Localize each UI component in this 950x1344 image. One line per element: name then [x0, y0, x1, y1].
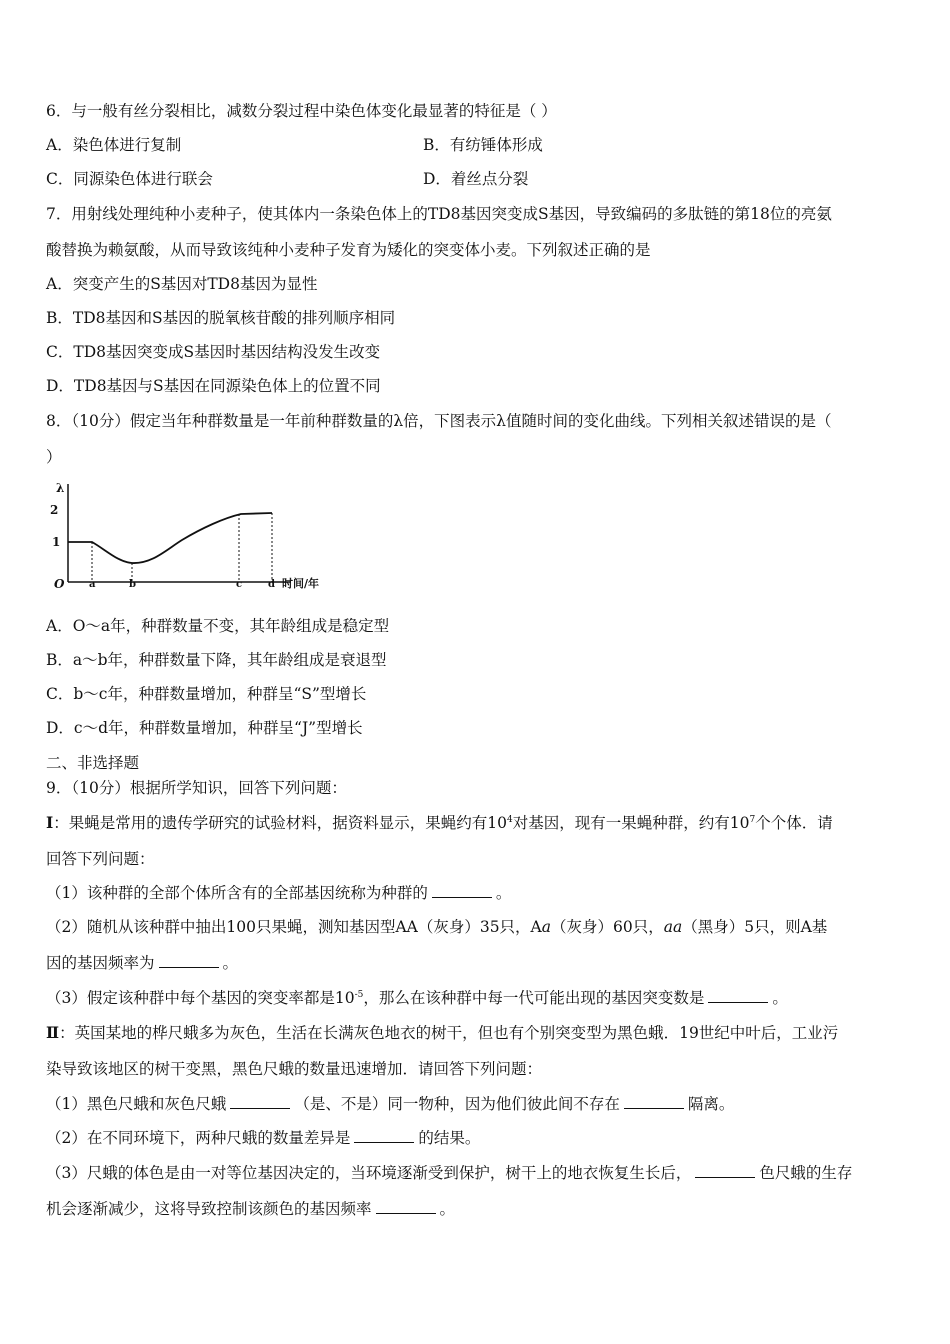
x-tick-b: b [129, 579, 136, 590]
y-tick-2: 2 [50, 503, 59, 517]
y-axis-label: λ [56, 481, 65, 495]
q8-option-c[interactable]: C．b～c年，种群数量增加，种群呈“S”型增长 [46, 685, 367, 703]
q9-2-3-line2: 机会逐渐减少，这将导致控制该颜色的基因频率 。 [46, 1200, 456, 1218]
q6-option-a[interactable]: A．染色体进行复制 [46, 136, 182, 154]
part2-label: Ⅱ [46, 1023, 60, 1042]
q6-options-row2 [46, 168, 910, 190]
answer-blank[interactable] [624, 1094, 684, 1109]
q9-1-1: （1）该种群的全部个体所含有的全部基因统称为种群的 。 [46, 884, 512, 902]
section-heading: 二、非选择题 [46, 754, 140, 772]
answer-blank[interactable] [159, 953, 219, 968]
y-tick-1: 1 [52, 535, 61, 549]
x-tick-d: d [268, 579, 275, 590]
lambda-time-graph [46, 478, 356, 598]
x-tick-c: c [236, 579, 243, 590]
q9-stem: 9．（10分）根据所学知识，回答下列问题： [46, 779, 347, 797]
q8-option-a[interactable]: A．O～a年，种群数量不变，其年龄组成是稳定型 [46, 617, 390, 635]
q6-option-d[interactable]: D．着丝点分裂 [423, 170, 529, 188]
q8-stem-line1: 8．（10分）假定当年种群数量是一年前种群数量的λ倍，下图表示λ值随时间的变化曲线。下列相关叙述错误的是（ [46, 412, 832, 430]
answer-blank[interactable] [230, 1094, 290, 1109]
q9-1-2-line2: 因的基因频率为 。 [46, 954, 239, 972]
answer-blank[interactable] [695, 1163, 755, 1178]
q6-option-b[interactable]: B．有纺锤体形成 [423, 136, 543, 154]
q8-option-b[interactable]: B．a～b年，种群数量下降，其年龄组成是衰退型 [46, 651, 387, 669]
q7-option-b[interactable]: B．TD8基因和S基因的脱氧核苷酸的排列顺序相同 [46, 309, 396, 327]
answer-blank[interactable] [432, 883, 492, 898]
q9-2-3-line1: （3）尺蛾的体色是由一对等位基因决定的，当环境逐渐受到保护，树干上的地衣恢复生长后， 色尺蛾的生存 [46, 1164, 853, 1182]
q7-option-c[interactable]: C．TD8基因突变成S基因时基因结构没发生改变 [46, 343, 381, 361]
q9-part2-line2: 染导致该地区的树干变黑，黑色尺蛾的数量迅速增加．请回答下列问题： [46, 1060, 543, 1078]
origin-label: O [54, 577, 65, 591]
q9-2-1: （1）黑色尺蛾和灰色尺蛾 （是、不是）同一物种，因为他们彼此间不存在 隔离。 [46, 1095, 735, 1113]
q8-stem-line2: ） [46, 448, 62, 466]
q7-option-d[interactable]: D．TD8基因与S基因在同源染色体上的位置不同 [46, 377, 381, 395]
answer-blank[interactable] [354, 1128, 414, 1143]
q7-stem-line1: 7．用射线处理纯种小麦种子，使其体内一条染色体上的TD8基因突变成S基因，导致编码的多肽链的第18位的亮氨 [46, 205, 832, 223]
q9-part1-line1: Ⅰ：果蝇是常用的遗传学研究的试验材料，据资料显示，果蝇约有$10^4$对基因，现有一果蝇种群，约有$10^7$个个体．请 [46, 813, 833, 832]
lambda-curve [68, 513, 272, 563]
q7-option-a[interactable]: A．突变产生的S基因对TD8基因为显性 [46, 275, 318, 293]
q8-option-d[interactable]: D．c～d年，种群数量增加，种群呈“J”型增长 [46, 719, 363, 737]
answer-blank[interactable] [708, 988, 768, 1003]
q6-stem: 6．与一般有丝分裂相比，减数分裂过程中染色体变化最显著的特征是（ ） [46, 102, 557, 120]
q9-2-2: （2）在不同环境下，两种尺蛾的数量差异是 的结果。 [46, 1129, 481, 1147]
q9-1-2-line1: （2）随机从该种群中抽出100只果蝇，测知基因型AA（灰身）35只，Aa（灰身）60只，aa（黑身）5只，则A基 [46, 918, 828, 936]
x-tick-a: a [89, 579, 96, 590]
q9-1-3: （3）假定该种群中每个基因的突变率都是$10^{-5}$，那么在该种群中每一代可能出现的基因突变数是 。 [46, 989, 788, 1007]
x-axis-label: 时间/年 [282, 577, 320, 590]
q6-option-c[interactable]: C．同源染色体进行联会 [46, 170, 213, 188]
q9-part2-line1: Ⅱ：英国某地的桦尺蛾多为灰色，生活在长满灰色地衣的树干，但也有个别突变型为黑色蛾．19世纪中叶后，工业污 [46, 1023, 839, 1042]
answer-blank[interactable] [376, 1199, 436, 1214]
q7-stem-line2: 酸替换为赖氨酸，从而导致该纯种小麦种子发育为矮化的突变体小麦。下列叙述正确的是 [46, 241, 651, 259]
part1-label: Ⅰ [46, 813, 54, 832]
q6-options-row1 [46, 134, 910, 156]
q9-part1-line2: 回答下列问题： [46, 850, 155, 868]
